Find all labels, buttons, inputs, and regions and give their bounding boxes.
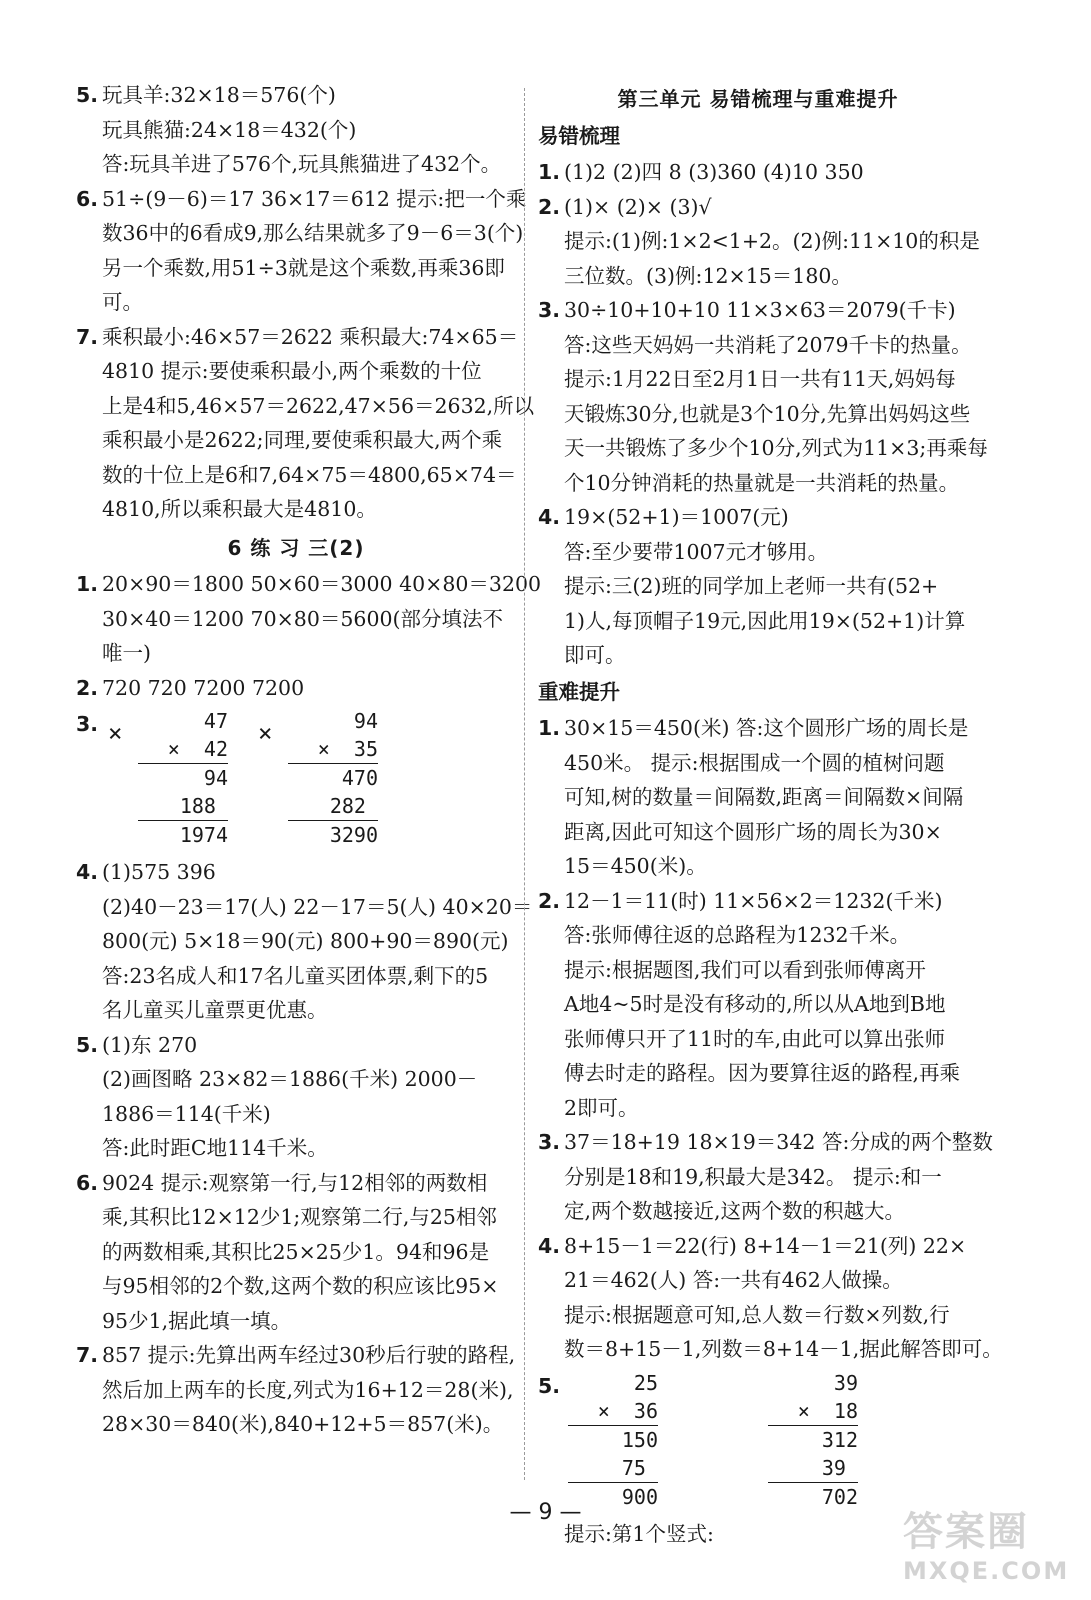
answer-line: 提示:三(2)班的同学加上老师一共有(52+ xyxy=(564,574,939,598)
answer-number: 6. xyxy=(76,1170,99,1195)
answer-line: 然后加上两车的长度,列式为16+12＝28(米), xyxy=(102,1377,514,1402)
answer-line: 20×90＝1800 50×60＝3000 40×80＝3200 xyxy=(102,572,542,596)
calc-row: × 35 xyxy=(317,737,378,761)
answer-number: 4. xyxy=(538,505,561,529)
calc-row: 282 xyxy=(329,794,378,818)
answer-line: 张师傅只开了11时的车,由此可以算出张师 xyxy=(564,1026,946,1051)
answer-line: 三位数。(3)例:12×15＝180。 xyxy=(564,263,852,288)
answer-line: A地4~5时是没有移动的,所以从A地到B地 xyxy=(564,992,946,1016)
answer-line: 名儿童买儿童票更优惠。 xyxy=(102,998,328,1022)
answer-line: 答:张师傅往返的总路程为1232千米。 xyxy=(564,923,911,947)
error-review-3 xyxy=(538,293,988,500)
calc-row: × 18 xyxy=(797,1398,858,1423)
answer-line: 30×15＝450(米) 答:这个圆形广场的周长是 xyxy=(564,716,969,740)
answer-line: 8+15－1＝22(行) 8+14－1＝21(列) 22× xyxy=(564,1233,967,1258)
practice-5 xyxy=(76,1028,516,1166)
answer-line: 上是4和5,46×57＝2622,47×56＝2632,所以 xyxy=(102,393,535,418)
calc-row: × 42 xyxy=(167,737,228,761)
answer-line: 答:至少要带1007元才够用。 xyxy=(564,539,829,564)
calc-row: 150 xyxy=(568,1425,658,1454)
answer-5 xyxy=(76,78,516,182)
answer-number: 1. xyxy=(76,572,99,596)
error-review-4 xyxy=(538,500,978,673)
vertical-calculation xyxy=(108,707,228,849)
answer-line: 定,两个数越接近,这两个数的积越大。 xyxy=(564,1199,906,1223)
answer-line: 800(元) 5×18＝90(元) 800+90＝890(元) xyxy=(102,929,509,953)
answer-number: 2. xyxy=(76,675,99,700)
answer-7 xyxy=(76,320,535,527)
answer-line: 提示:1月22日至2月1日一共有11天,妈妈每 xyxy=(564,367,956,391)
answer-line: 的两数相乘,其积比25×25少1。94和96是 xyxy=(102,1239,490,1264)
answer-line: 12－1＝11(时) 11×56×2＝1232(千米) xyxy=(564,888,943,913)
answer-line: 分别是18和19,积最大是342。 提示:和一 xyxy=(564,1164,942,1189)
answer-line: 30×40＝1200 70×80＝5600(部分填法不 xyxy=(102,606,504,631)
answer-line: 玩具熊猫:24×18＝432(个) xyxy=(102,117,357,142)
calc-row: 94 xyxy=(353,709,378,733)
answer-line: 9024 提示:观察第一行,与12相邻的两数相 xyxy=(102,1170,488,1195)
subsection-title: 重难提升 xyxy=(538,679,620,704)
answer-line: 数＝8+15－1,列数＝8+14－1,据此解答即可。 xyxy=(564,1337,1003,1361)
answer-line: 2即可。 xyxy=(564,1095,639,1120)
calc-row: × 36 xyxy=(597,1398,658,1423)
answer-line: 可知,树的数量＝间隔数,距离＝间隔数×间隔 xyxy=(564,785,964,809)
practice-2 xyxy=(76,671,516,706)
column-divider xyxy=(524,88,526,1480)
answer-line: 答:23名成人和17名儿童买团体票,剩下的5 xyxy=(102,963,489,988)
calc-row: 75 xyxy=(621,1455,658,1480)
answer-line: 答:这些天妈妈一共消耗了2079千卡的热量。 xyxy=(564,332,972,357)
subsection-title: 易错梳理 xyxy=(538,123,620,148)
calc-row: 1974 xyxy=(138,820,228,849)
calc-row: 47 xyxy=(203,709,228,733)
calc-row: 312 xyxy=(768,1425,858,1454)
calc-row: 39 xyxy=(833,1370,858,1395)
calc-row: 188 xyxy=(179,794,228,818)
answer-line: 1886＝114(千米) xyxy=(102,1101,271,1126)
answer-line: 450米。 提示:根据围成一个圆的植树问题 xyxy=(564,750,945,775)
answer-line: 答:玩具羊进了576个,玩具熊猫进了432个。 xyxy=(102,152,502,176)
answer-number: 1. xyxy=(538,160,561,184)
answer-number: 7. xyxy=(76,1343,99,1367)
unit-title: 第三单元 易错梳理与重难提升 xyxy=(617,87,899,111)
section-title: 6 练 习 三(2) xyxy=(227,535,365,560)
answer-line: 857 提示:先算出两车经过30秒后行驶的路程, xyxy=(102,1343,516,1367)
answer-number: 2. xyxy=(538,194,561,219)
answer-number: 1. xyxy=(538,716,561,740)
vertical-calculation xyxy=(768,1369,858,1511)
advanced-2 xyxy=(538,884,978,1126)
answer-line: 答:此时距C地114千米。 xyxy=(102,1136,328,1160)
answer-line: 21＝462(人) 答:一共有462人做操。 xyxy=(564,1268,903,1292)
answer-line: 天一共锻炼了多少个10分,列式为11×3;再乘每 xyxy=(564,436,988,460)
answer-line: 数36中的6看成9,那么结果就多了9－6＝3(个) xyxy=(102,221,524,245)
answer-number: 5. xyxy=(538,1373,561,1398)
practice-7 xyxy=(76,1338,516,1442)
answer-number: 3. xyxy=(538,298,561,322)
answer-line: 95少1,据此填一填。 xyxy=(102,1308,292,1333)
answer-line: 提示:第1个竖式: xyxy=(564,1521,714,1546)
answer-number: 3. xyxy=(76,712,99,736)
practice-3 xyxy=(76,707,516,849)
answer-line: 提示:根据题意可知,总人数＝行数×列数,行 xyxy=(564,1302,950,1327)
left-column xyxy=(76,78,542,1442)
error-review-1 xyxy=(538,155,978,190)
calc-row: 39 xyxy=(821,1455,858,1480)
advanced-3 xyxy=(538,1125,993,1229)
answer-line: 乘积最小:46×57＝2622 乘积最大:74×65＝ xyxy=(102,324,519,349)
answer-line: 唯一) xyxy=(102,641,151,665)
answer-line: 提示:(1)例:1×2<1+2。(2)例:11×10的积是 xyxy=(564,229,980,253)
watermark-logo-text: 答案圈 xyxy=(903,1509,1029,1555)
answer-line: 30÷10+10+10 11×3×63＝2079(千卡) xyxy=(564,298,956,322)
right-column xyxy=(538,78,1003,1551)
error-review-2 xyxy=(538,190,978,294)
answer-line: 另一个乘数,用51÷3就是这个乘数,再乘36即 xyxy=(102,255,505,280)
answer-line: (1)东 270 xyxy=(102,1032,198,1057)
answer-line: 19×(52+1)＝1007(元) xyxy=(564,505,789,529)
answer-line: 51÷(9－6)＝17 36×17＝612 提示:把一个乘 xyxy=(102,186,527,211)
answer-line: (1)575 396 xyxy=(102,860,216,884)
answer-line: 乘,其积比12×12少1;观察第二行,与25相邻 xyxy=(102,1205,497,1229)
vertical-calculation xyxy=(568,1369,658,1511)
answer-line: 与95相邻的2个数,这两个数的积应该比95× xyxy=(102,1274,499,1298)
watermark-site: MXQE.COM xyxy=(903,1557,1070,1585)
practice-6 xyxy=(76,1166,516,1339)
watermark-logo xyxy=(903,1500,1070,1585)
answer-line: (1)2 (2)四 8 (3)360 (4)10 350 xyxy=(564,160,864,184)
answer-line: 提示:根据题图,我们可以看到张师傅离开 xyxy=(564,957,926,982)
answer-line: 1)人,每顶帽子19元,因此用19×(52+1)计算 xyxy=(564,608,966,633)
page-number: — 9 — xyxy=(509,1500,582,1525)
calc-row: 470 xyxy=(288,763,378,792)
answer-line: 数的十位上是6和7,64×75＝4800,65×74＝ xyxy=(102,462,517,487)
answer-number: 5. xyxy=(76,1032,99,1057)
answer-line: (2)画图略 23×82＝1886(千米) 2000－ xyxy=(102,1067,478,1091)
answer-line: 玩具羊:32×18＝576(个) xyxy=(102,83,336,107)
practice-4 xyxy=(76,855,533,1028)
calc-row: 900 xyxy=(568,1482,658,1511)
cross-mark: × xyxy=(108,719,123,747)
answer-number: 4. xyxy=(76,860,99,884)
answer-number: 7. xyxy=(76,324,99,349)
answer-line: 天锻炼30分,也就是3个10分,先算出妈妈这些 xyxy=(564,401,971,426)
answer-line: 28×30＝840(米),840+12+5＝857(米)。 xyxy=(102,1412,504,1436)
answer-line: 傅去时走的路程。因为要算往返的路程,再乘 xyxy=(564,1061,961,1085)
advanced-1 xyxy=(538,711,978,884)
cross-mark: × xyxy=(258,719,273,747)
answer-line: 即可。 xyxy=(564,643,626,667)
calc-row: 702 xyxy=(768,1482,858,1511)
answer-number: 2. xyxy=(538,888,561,913)
advanced-4 xyxy=(538,1229,1003,1367)
answer-line: (2)40－23＝17(人) 22－17＝5(人) 40×20＝ xyxy=(102,894,533,919)
answer-line: (1)× (2)× (3)√ xyxy=(564,194,712,219)
answer-line: 乘积最小是2622;同理,要使乘积最大,两个乘 xyxy=(102,428,503,452)
answer-number: 5. xyxy=(76,83,99,107)
answer-line: 4810,所以乘积最大是4810。 xyxy=(102,497,377,521)
answer-number: 3. xyxy=(538,1130,561,1154)
answer-line: 可。 xyxy=(102,290,143,314)
vertical-calculation xyxy=(258,707,378,849)
answer-line: 720 720 7200 7200 xyxy=(102,675,305,700)
answer-6 xyxy=(76,182,527,320)
answer-line: 15＝450(米)。 xyxy=(564,854,707,878)
answer-line: 个10分钟消耗的热量就是一共消耗的热量。 xyxy=(564,470,960,495)
answer-number: 4. xyxy=(538,1233,561,1258)
calc-row: 94 xyxy=(138,763,228,792)
calc-row: 25 xyxy=(633,1370,658,1395)
answer-line: 距离,因此可知这个圆形广场的周长为30× xyxy=(564,819,942,844)
calc-row: 3290 xyxy=(288,820,378,849)
answer-line: 37＝18+19 18×19＝342 答:分成的两个整数 xyxy=(564,1130,993,1154)
practice-1 xyxy=(76,567,542,671)
answer-line: 4810 提示:要使乘积最小,两个乘数的十位 xyxy=(102,359,482,383)
answer-number: 6. xyxy=(76,186,99,211)
